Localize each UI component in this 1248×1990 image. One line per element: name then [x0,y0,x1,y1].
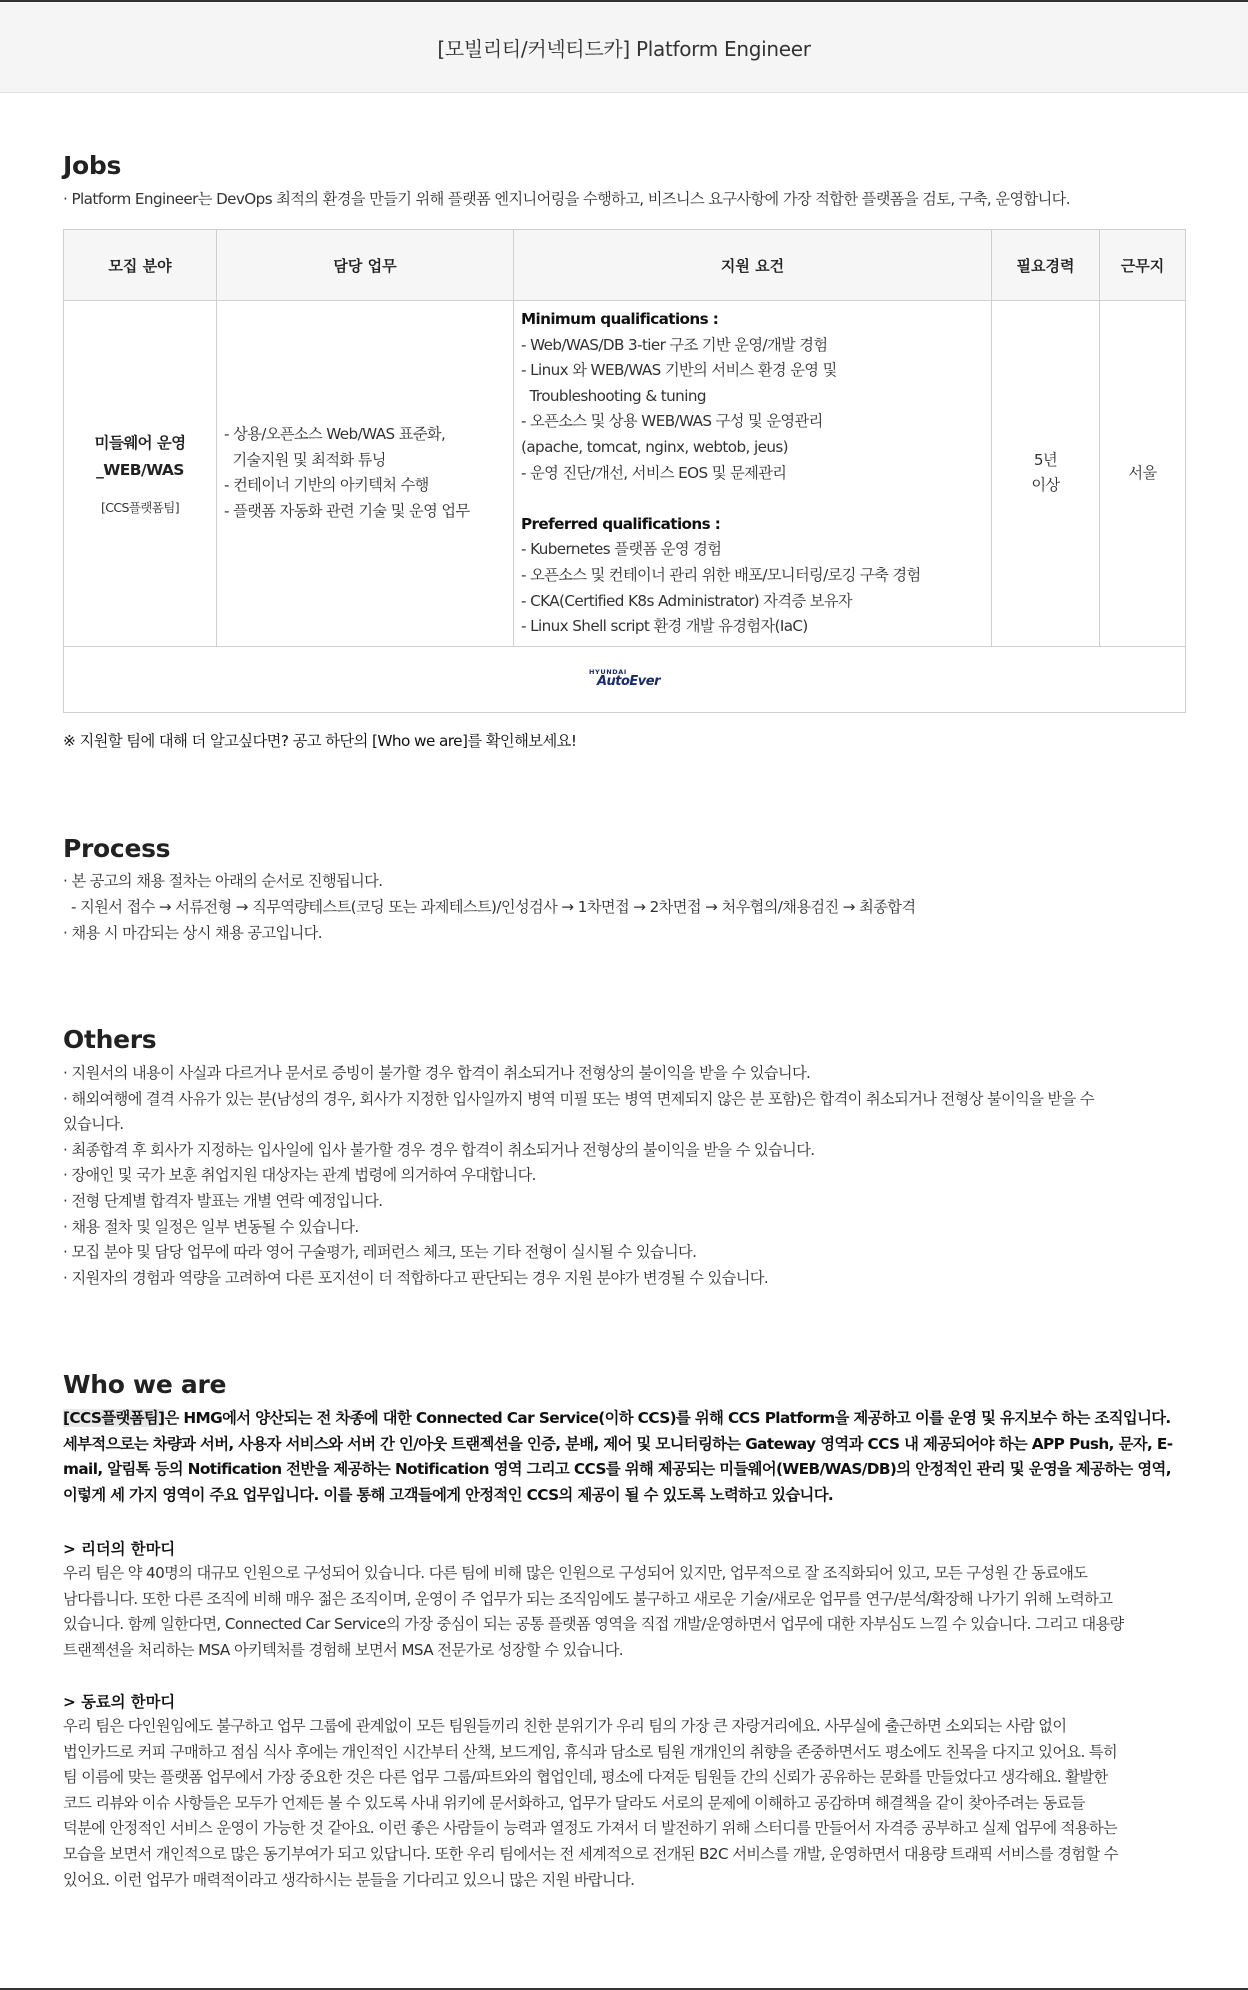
leader-line: 남다릅니다. 또한 다른 조직에 비해 매우 젊은 조직이며, 운영이 주 업무가 되는 조직임에도 불구하고 새로운 기술/새로운 업무를 연구/분석/확장해 나가기 위해 노력하고 [63,1589,1113,1608]
others-line: · 장애인 및 국가 보훈 취업지원 대상자는 관계 법령에 의거하여 우대합니다. [63,1166,536,1184]
header-duty: 담당 업무 [217,230,514,301]
career-cell [992,301,1100,647]
logo-cell [64,646,1186,712]
peer-line: 덕분에 안정적인 서비스 운영이 가능한 것 같아요. 이런 좋은 사람들이 능력과 열정도 가져서 더 발전하기 위해 스터디를 만들어서 자격증 공부하고 실제 업무에 적용하는 [63,1819,1118,1838]
duty-item: 기술지원 및 최적화 튜닝 [224,450,386,469]
peer-line: 법인카드로 커피 구매하고 점심 식사 후에는 개인적인 시간부터 산책, 보드게임, 휴식과 담소로 팀원 개개인의 취향을 존중하면서도 평소에도 친목을 다지고 있어요. 특히 [63,1742,1118,1761]
process-line: · 채용 시 마감되는 상시 채용 공고입니다. [63,924,322,942]
field-name-line2: _WEB/WAS [96,461,184,480]
header-career: 필요경력 [992,230,1100,301]
table-header-row [64,230,1186,301]
min-qualification-item: - Web/WAS/DB 3-tier 구조 기반 운영/개발 경험 [521,335,828,354]
spacer [521,486,991,512]
who-intro-text: 은 HMG에서 양산되는 전 차종에 대한 Connected Car Service(이하 CCS)를 위해 CCS Platform을 제공하고 이를 운영 및 유지보수 하는 조직입니다. 세부적으로는 차량과 서버, 사용자 서비스와 서버 간 인/아웃 트랜젝션을 인증, 분배, 제어 및 모니터링하는 Gateway 영역과 CCS 내 제공되어야 하는 APP Push, 문자, E-mail, 알림톡 등의 Notification 전반을 제공하는 Notification 영역 그리고 CCS를 위해 제공되는 미들웨어(WEB/WAS/DB)의 안정적인 관리 및 운영을 제공하는 영역, 이렇게 세 가지 영역이 주요 업무입니다. 이를 통해 고객들에게 안정적인 CCS의 제공이 될 수 있도록 노력하고 있습니다. [63,1409,1173,1504]
team-name: [CCS플랫폼팀] [100,500,180,516]
team-tag: [CCS플랫폼팀] [63,1409,165,1427]
field-cell [64,301,217,647]
leader-comment-title: > 리더의 한마디 [63,1540,176,1558]
location-cell [1100,301,1186,647]
min-qualification-item: Troubleshooting & tuning [521,386,706,405]
table-row [64,301,1186,647]
preferred-qualifications-title: Preferred qualifications : [521,514,721,533]
company-logo [589,669,660,689]
leader-line: 우리 팀은 약 40명의 대규모 인원으로 구성되어 있습니다. 다른 팀에 비해 많은 인원으로 구성되어 있지만, 업무적으로 잘 조직화되어 있고, 모든 구성원 간 동료애도 [63,1564,1088,1582]
others-line: · 지원서의 내용이 사실과 다르거나 문서로 증빙이 불가할 경우 합격이 취소되거나 전형상의 불이익을 받을 수 있습니다. [63,1064,811,1082]
others-line: · 최종합격 후 회사가 지정하는 입사일에 입사 불가할 경우 경우 합격이 취소되거나 전형상의 불이익을 받을 수 있습니다. [63,1141,815,1159]
who-intro [63,1406,1185,1508]
jobs-intro: · Platform Engineer는 DevOps 최적의 환경을 만들기 위해 플랫폼 엔지니어링을 수행하고, 비즈니스 요구사항에 가장 적합한 플랫폼을 검토, 구축, 운영합니다. [63,190,1070,208]
jobs-section-title: Jobs [63,151,122,180]
preferred-qualification-item: - Linux Shell script 환경 개발 유경험자(IaC) [521,617,808,636]
logo-wordmark-top: HYUNDAI [588,667,627,676]
process-steps: - 지원서 접수 → 서류전형 → 직무역량테스트(코딩 또는 과제테스트)/인성검사 → 1차면접 → 2차면접 → 처우협의/채용검진 → 최종합격 [71,898,916,916]
min-qualification-item: - Linux 와 WEB/WAS 기반의 서비스 환경 운영 및 [521,361,837,380]
others-line: · 채용 절차 및 일정은 일부 변동될 수 있습니다. [63,1218,359,1236]
peer-line: 코드 리뷰와 이슈 사항들은 모두가 언제든 볼 수 있도록 사내 위키에 문서화하고, 업무가 달라도 서로의 문제에 이해하고 공감하며 해결책을 같이 찾아주려는 동료들 [63,1793,1085,1812]
peer-comment-title: > 동료의 한마디 [63,1693,176,1711]
preferred-qualification-item: - 오픈소스 및 컨테이너 관리 위한 배포/모니터링/로깅 구축 경험 [521,565,921,584]
min-qualification-item: - 오픈소스 및 상용 WEB/WAS 구성 및 운영관리 [521,412,823,431]
others-line: 있습니다. [63,1115,124,1133]
header-location: 근무지 [1100,230,1186,301]
requirements-cell [514,301,992,647]
process-line: · 본 공고의 채용 절차는 아래의 순서로 진행됩니다. [63,872,383,890]
min-qualification-item: - 운영 진단/개선, 서비스 EOS 및 문제관리 [521,463,787,482]
peer-line: 있어요. 이런 업무가 매력적이라고 생각하시는 분들을 기다리고 있으니 많은 지원 바랍니다. [63,1870,635,1889]
leader-line: 트랜젝션을 처리하는 MSA 아키텍처를 경험해 보면서 MSA 전문가로 성장할 수 있습니다. [63,1640,624,1659]
others-section-title: Others [63,1025,157,1054]
duty-item: - 플랫폼 자동화 관련 기술 및 운영 업무 [224,501,470,520]
logo-wordmark-bottom: AutoEver [596,674,661,690]
others-line: · 해외여행에 결격 사유가 있는 분(남성의 경우, 회사가 지정한 입사일까지 병역 미필 또는 병역 면제되지 않은 분 포함)은 합격이 취소되거나 전형상 불이익을 받을 수 [63,1090,1094,1108]
page-title: [모빌리티/커넥티드카] Platform Engineer [437,36,811,61]
peer-line: 모습을 보면서 개인적으로 많은 동기부여가 되고 있답니다. 또한 우리 팀에서는 전 세계적으로 전개된 B2C 서비스를 개발, 운영하면서 대용량 트래픽 서비스를 경험할 수 [63,1844,1118,1863]
header-field: 모집 분야 [64,230,217,301]
header-requirements: 지원 요건 [514,230,992,301]
preferred-qualification-item: - Kubernetes 플랫폼 운영 경험 [521,540,722,559]
career-line2: 이상 [1031,476,1060,495]
duty-item: - 상용/오픈소스 Web/WAS 표준화, [224,425,446,444]
team-info-note: ※ 지원할 팀에 대해 더 알고싶다면? 공고 하단의 [Who we are]를 확인해보세요! [63,732,577,750]
logo-row [64,646,1186,712]
leader-comment [63,1561,1185,1663]
preferred-qualification-item: - CKA(Certified K8s Administrator) 자격증 보유자 [521,591,852,610]
min-qualifications-title: Minimum qualifications : [521,310,719,328]
page-header [0,0,1248,93]
location-value: 서울 [1128,463,1157,482]
peer-line: 팀 이름에 맞는 플랫폼 업무에서 가장 중요한 것은 다른 업무 그룹/파트와의 협업인데, 평소에 다져둔 팀원들 간의 신뢰가 공유하는 문화를 만들었다고 생각해요. 활발한 [63,1768,1108,1787]
career-line1: 5년 [1033,450,1058,469]
jobs-table [63,229,1186,713]
others-line: · 지원자의 경험과 역량을 고려하여 다른 포지션이 더 적합하다고 판단되는 경우 지원 분야가 변경될 수 있습니다. [63,1269,769,1287]
min-qualification-item: (apache, tomcat, nginx, webtob, jeus) [521,437,788,456]
others-line: · 모집 분야 및 담당 업무에 따라 영어 구술평가, 레퍼런스 체크, 또는 기타 전형이 실시될 수 있습니다. [63,1243,697,1261]
peer-line: 우리 팀은 다인원임에도 불구하고 업무 그룹에 관계없이 모든 팀원들끼리 친한 분위기가 우리 팀의 가장 큰 자랑거리에요. 사무실에 출근하면 소외되는 사람 없이 [63,1717,1067,1735]
leader-line: 있습니다. 함께 일한다면, Connected Car Service의 가장 중심이 되는 공통 플랫폼 영역을 직접 개발/운영하면서 업무에 대한 자부심도 느낄 수 있습니다. 그리고 대용량 [63,1615,1124,1634]
process-section-title: Process [63,834,171,863]
duty-item: - 컨테이너 기반의 아키텍처 수행 [224,476,429,495]
who-section-title: Who we are [63,1370,227,1399]
duty-cell [217,301,514,647]
others-line: · 전형 단계별 합격자 발표는 개별 연락 예정입니다. [63,1192,383,1210]
field-name-line1: 미들웨어 운영 [94,434,186,453]
peer-comment [63,1714,1185,1893]
